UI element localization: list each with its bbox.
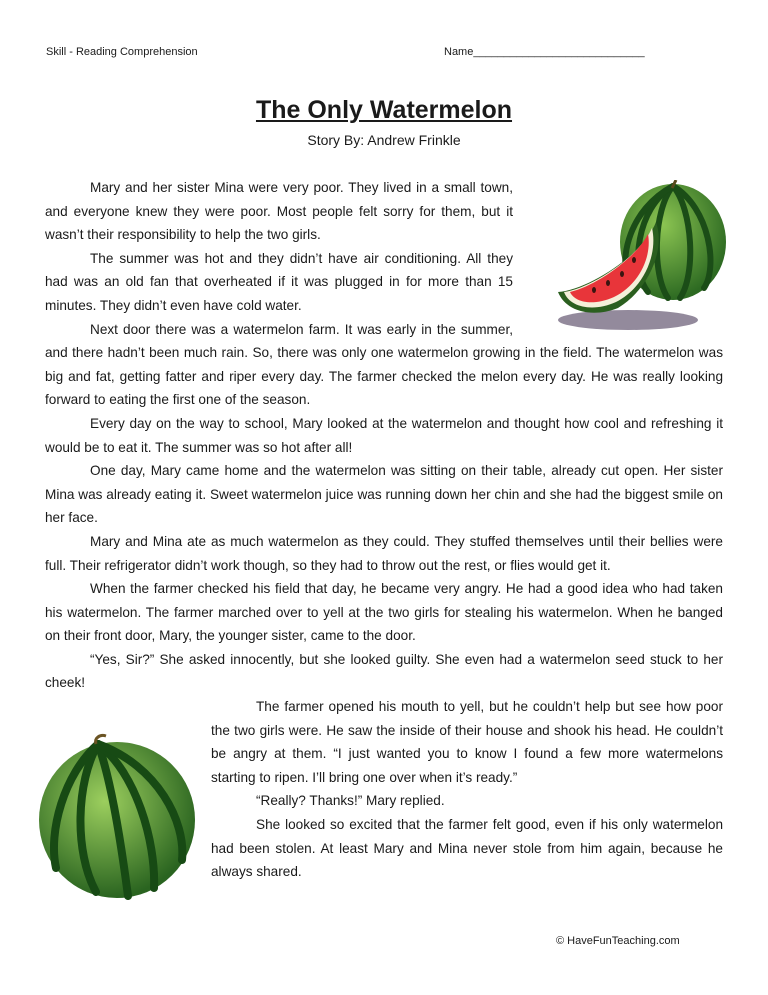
paragraph: “Really? Thanks!” Mary replied. (256, 793, 445, 809)
story-author: Story By: Andrew Frinkle (307, 132, 461, 148)
paragraph: Next door there was a watermelon farm. It was early in the summer, and there hadn’t been much rain. So, there was only one watermelon growing in the field. The watermelon was big and fat, getting fatter and riper every day. The farmer checked the melon every day. He was really looking forward to eating the first one of the season. (45, 321, 723, 408)
paragraph: One day, Mary came home and the watermelon was sitting on their table, already cut open. Her sister Mina was already eating it. Sweet watermelon juice was running down her chin and she had the biggest smile on her face. (45, 463, 723, 526)
paragraph: Mary and Mina ate as much watermelon as they could. They stuffed themselves until their bellies were full. Their refrigerator didn’t work though, so they had to throw out the rest, or flies would get it. (45, 533, 723, 573)
paragraph: Every day on the way to school, Mary looked at the watermelon and thought how cool and refreshing it would be to eat it. The summer was so hot after all! (45, 415, 723, 455)
paragraph: The farmer opened his mouth to yell, but he couldn’t help but see how poor the two girls were. He saw the inside of their house and shook his head. He couldn’t be angry at them. “I just wanted you to know I found a few more watermelons starting to ripen. I’ll bring one over when it’s ready.” (211, 699, 723, 785)
paragraph: “Yes, Sir?” She asked innocently, but she looked guilty. She even had a watermelon seed stuck to her cheek! (45, 651, 723, 691)
paragraph: She looked so excited that the farmer felt good, even if his only watermelon had been stolen. At least Mary and Mina never stole from him again, because he always shared. (211, 817, 723, 880)
paragraph: When the farmer checked his field that day, he became very angry. He had a good idea who had taken his watermelon. The farmer marched over to yell at the two girls for stealing his watermelon. When he banged on their front door, Mary, the younger sister, came to the door. (45, 581, 723, 644)
copyright-footer: © HaveFunTeaching.com (556, 935, 680, 947)
skill-label: Skill - Reading Comprehension (46, 46, 198, 58)
name-field-label: Name____________________________ (444, 46, 645, 58)
paragraph: Mary and her sister Mina were very poor. They lived in a small town, and everyone knew they were poor. Most people felt sorry for them, but it wasn’t their responsibility to help the two girls. (45, 180, 513, 243)
paragraph: The summer was hot and they didn’t have air conditioning. All they had was an old fan that overheated if it was plugged in for more than 15 minutes. They didn’t even have cold water. (45, 250, 513, 313)
watermelon-slice-illustration (548, 180, 728, 335)
whole-watermelon-illustration (36, 732, 198, 900)
story-title: The Only Watermelon (255, 96, 513, 124)
